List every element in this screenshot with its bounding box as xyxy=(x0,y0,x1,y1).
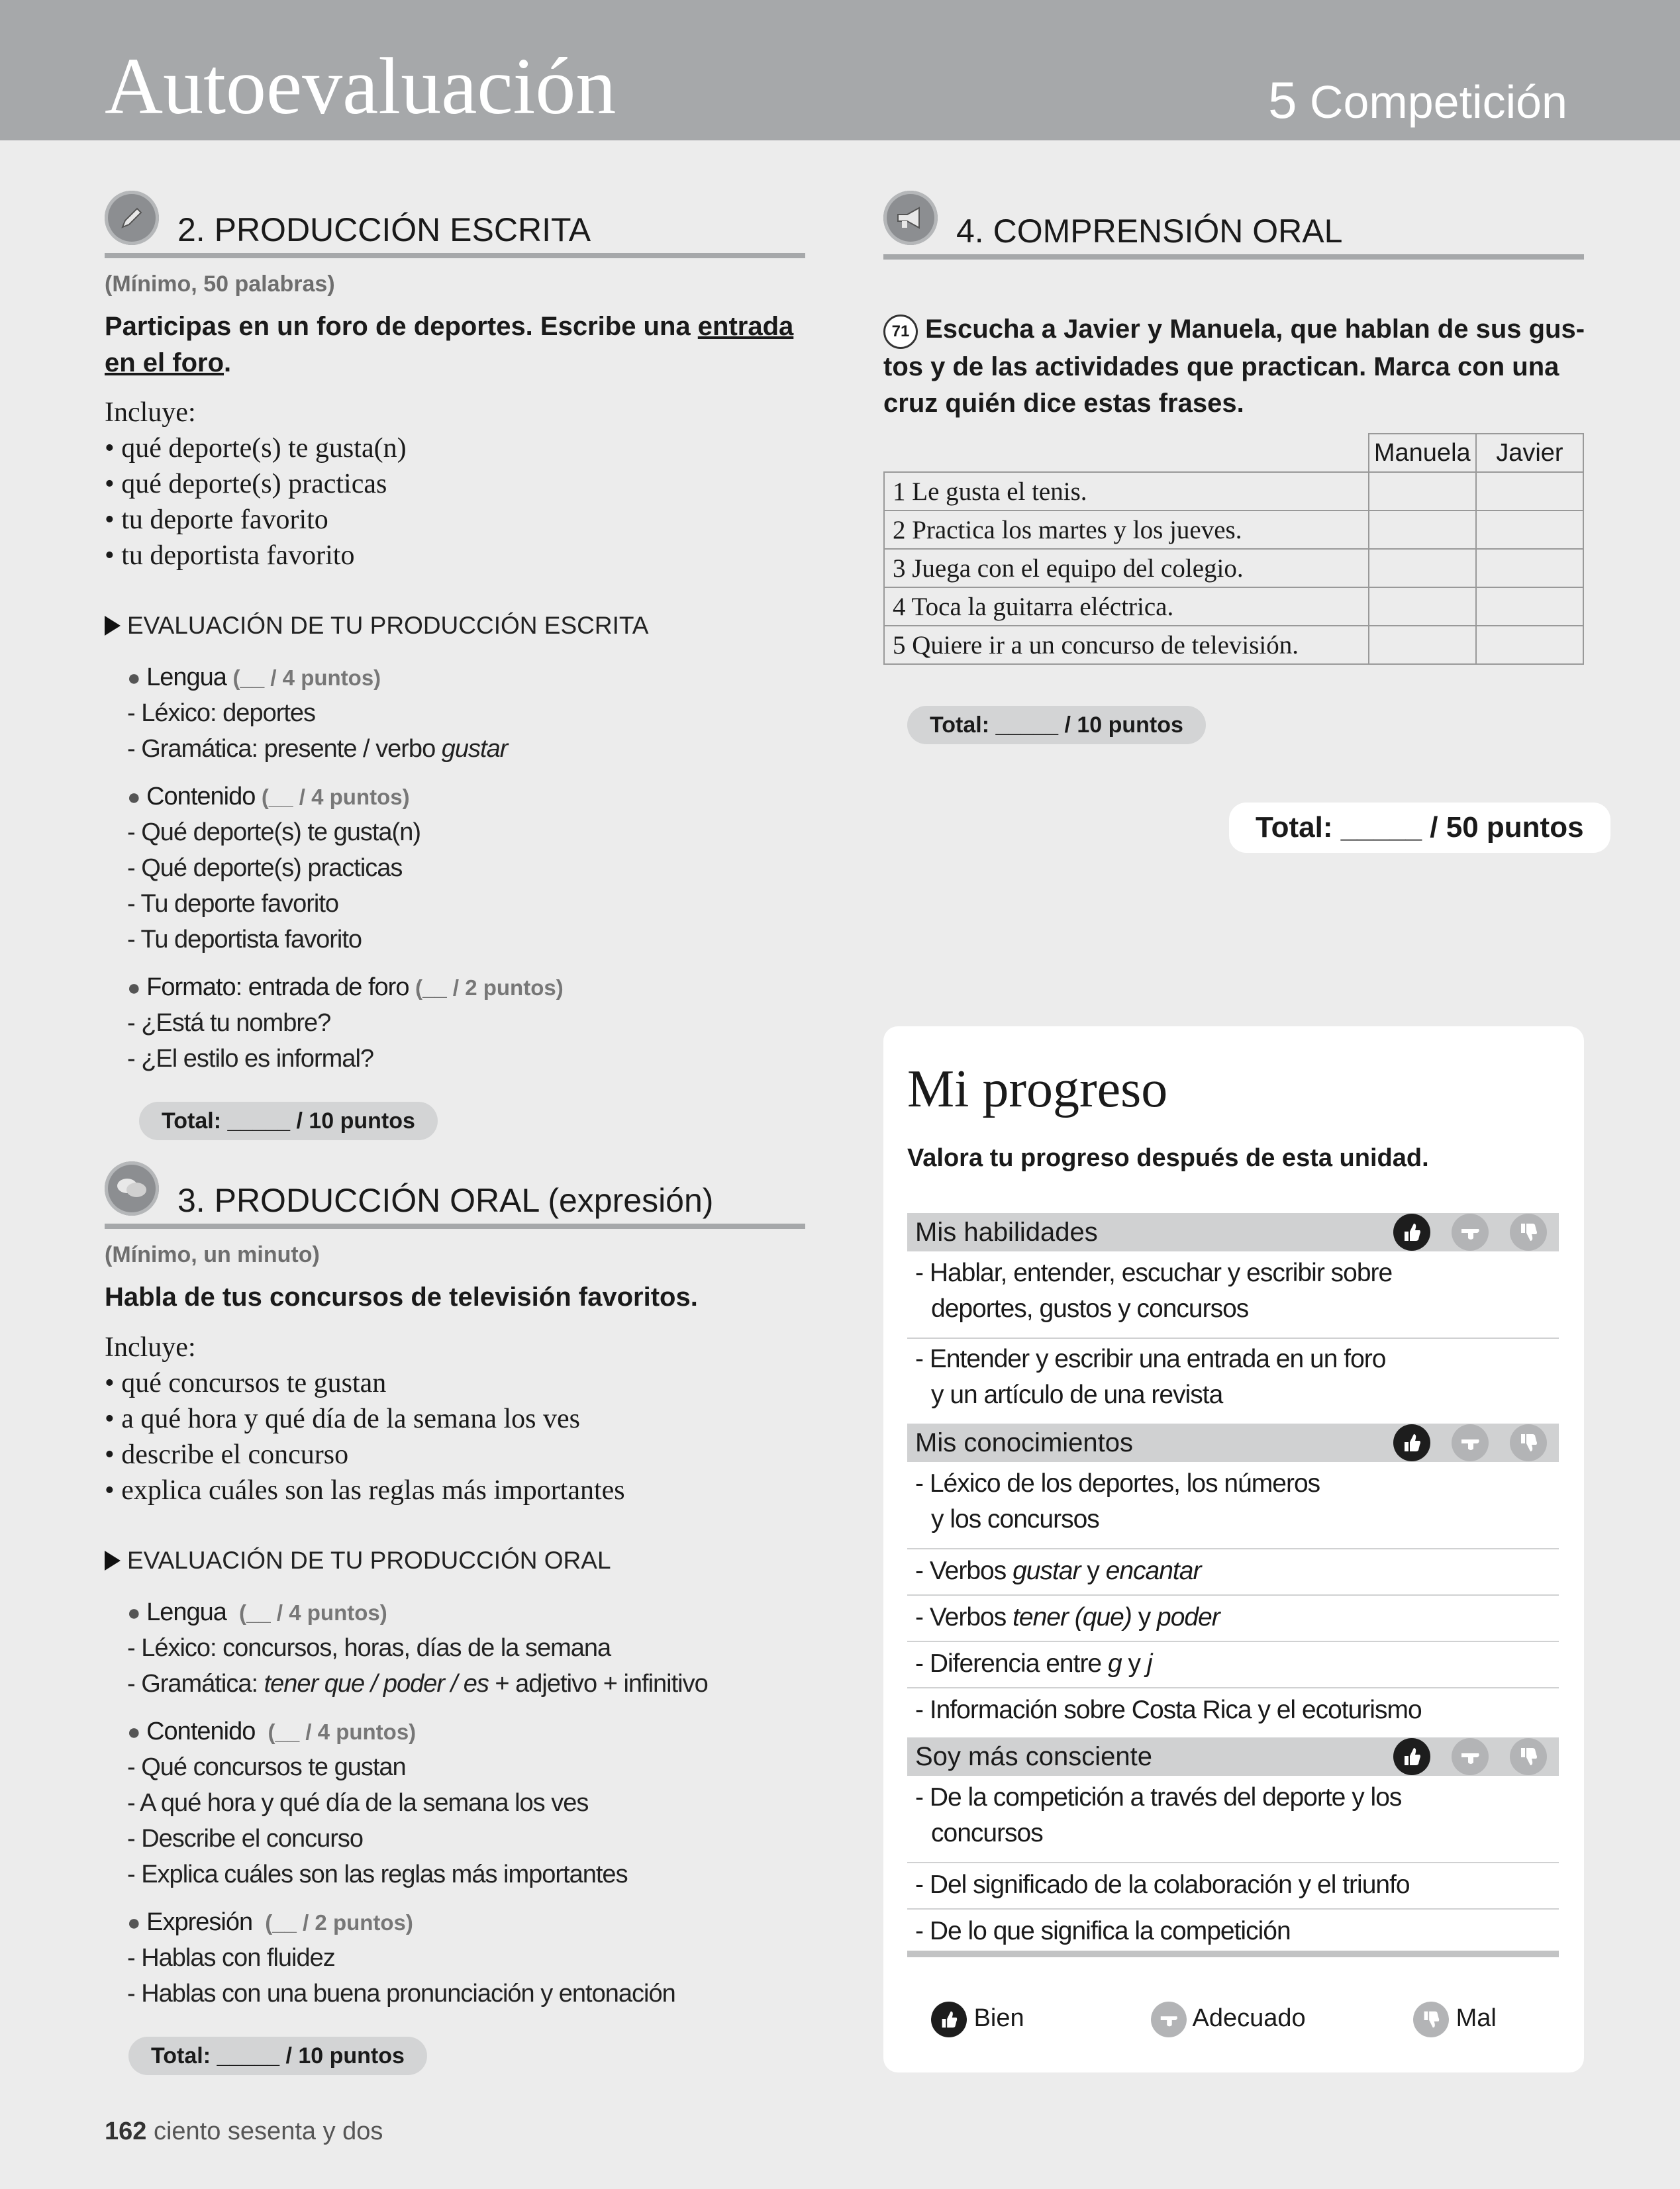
item-italic: j xyxy=(1146,1649,1152,1678)
s3-sub: - A qué hora y qué día de la semana los ves xyxy=(127,1789,589,1817)
item-text: y xyxy=(1080,1557,1106,1585)
list-item: • describe el concurso xyxy=(105,1437,625,1473)
item-line: - Entender y escribir una entrada en un foro xyxy=(915,1345,1386,1373)
progress-item xyxy=(907,1692,1559,1733)
speech-bubbles-icon xyxy=(105,1161,159,1216)
s3-criterion-expresion: ● Expresión (__ / 2 puntos) xyxy=(127,1908,413,1936)
table-empty-cell xyxy=(884,434,1369,472)
s4-instr-line: tos y de las actividades que practican. Marca con una xyxy=(883,352,1559,381)
table-header-javier: Javier xyxy=(1476,434,1583,472)
megaphone-icon xyxy=(883,191,938,245)
list-item: • tu deporte favorito xyxy=(105,502,407,538)
thumb-sideways-icon xyxy=(1151,2002,1187,2037)
thumbs-down-icon xyxy=(1413,2002,1449,2037)
table-cell-statement: 4 Toca la guitarra eléctrica. xyxy=(884,587,1369,626)
progress-item xyxy=(907,1600,1559,1642)
checkbox-cell[interactable] xyxy=(1476,472,1583,511)
group-bar-consciente xyxy=(907,1737,1559,1776)
checkbox-cell[interactable] xyxy=(1476,626,1583,664)
s2-eval-heading xyxy=(105,612,648,640)
sub-text: - Gramática: xyxy=(127,1670,264,1698)
table-header-manuela: Manuela xyxy=(1369,434,1476,472)
thumbs-up-icon xyxy=(931,2002,967,2037)
criterion-name: Lengua xyxy=(146,663,226,691)
group-label: Mis conocimientos xyxy=(915,1428,1134,1457)
criterion-name: Formato: entrada de foro xyxy=(146,973,409,1001)
progress-title: Mi progreso xyxy=(907,1060,1168,1118)
item-line: y un artículo de una revista xyxy=(931,1381,1223,1409)
item-italic: gustar xyxy=(1013,1557,1081,1585)
progress-panel xyxy=(883,1026,1584,2072)
table-row xyxy=(884,511,1583,549)
sub-text: - Gramática: presente / verbo xyxy=(127,735,442,763)
table-header-row xyxy=(884,434,1583,472)
s3-sub xyxy=(127,1666,708,1702)
s3-includes-label: Incluye: xyxy=(105,1332,196,1363)
s2-sub: - ¿El estilo es informal? xyxy=(127,1045,374,1073)
progress-item xyxy=(907,1780,1559,1863)
s2-total: Total: _____ / 10 puntos xyxy=(139,1102,438,1140)
s4-total: Total: _____ / 10 puntos xyxy=(907,706,1206,744)
s3-sub: - Qué concursos te gustan xyxy=(127,1753,406,1781)
sub-text: + adjetivo + infinitivo xyxy=(488,1670,708,1698)
criterion-points: (__ / 2 puntos) xyxy=(415,975,564,1000)
table-cell-statement: 5 Quiere ir a un concurso de televisión. xyxy=(884,626,1369,664)
list-item: • explica cuáles son las reglas más importantes xyxy=(105,1473,625,1508)
s2-minimum: (Mínimo, 50 palabras) xyxy=(105,271,335,297)
progress-item xyxy=(907,1867,1559,1910)
table-row xyxy=(884,472,1583,511)
unit-name: Competición xyxy=(1309,76,1567,128)
page-number: 162 xyxy=(105,2117,147,2145)
play-triangle-icon xyxy=(105,1551,121,1571)
item-italic: poder xyxy=(1157,1603,1220,1631)
s3-sub: - Hablas con una buena pronunciación y entonación xyxy=(127,1980,675,2008)
section-2-rule xyxy=(105,253,805,258)
item-line: - De la competición a través del deporte y los xyxy=(915,1783,1402,1812)
pencil-icon xyxy=(105,191,159,245)
s4-instruction xyxy=(883,311,1585,422)
thumb-sideways-icon[interactable] xyxy=(1452,1424,1489,1461)
table-cell-statement: 2 Practica los martes y los jueves. xyxy=(884,511,1369,549)
s2-criterion-contenido: ● Contenido (__ / 4 puntos) xyxy=(127,783,410,810)
s2-eval-title: EVALUACIÓN DE TU PRODUCCIÓN ESCRITA xyxy=(127,612,649,639)
criterion-name: Contenido xyxy=(146,783,256,810)
item-line: - Del significado de la colaboración y el triunfo xyxy=(915,1871,1410,1899)
thumbs-down-icon[interactable] xyxy=(1510,1424,1547,1461)
item-text: - Verbos xyxy=(915,1603,1013,1631)
s3-criterion-lengua: ● Lengua (__ / 4 puntos) xyxy=(127,1598,387,1626)
s3-includes xyxy=(105,1330,625,1508)
group-bar-habilidades xyxy=(907,1213,1559,1251)
s2-sub: - Qué deporte(s) te gusta(n) xyxy=(127,818,420,846)
group-label: Soy más consciente xyxy=(915,1742,1152,1771)
checkbox-cell[interactable] xyxy=(1476,587,1583,626)
s2-includes-label: Incluye: xyxy=(105,397,196,428)
item-line: y los concursos xyxy=(931,1505,1099,1533)
list-item: • qué concursos te gustan xyxy=(105,1365,625,1401)
play-triangle-icon xyxy=(105,616,121,636)
thumbs-up-icon[interactable] xyxy=(1393,1214,1430,1251)
sub-italic: gustar xyxy=(441,735,508,763)
list-item: • a qué hora y qué día de la semana los ves xyxy=(105,1401,625,1437)
s2-instr-text: Participas en un foro de deportes. Escribe una xyxy=(105,312,698,341)
section-3-title: 3. PRODUCCIÓN ORAL (expresión) xyxy=(177,1182,714,1219)
item-text: y xyxy=(1121,1649,1147,1678)
item-italic: tener (que) xyxy=(1013,1603,1132,1631)
header-bar xyxy=(0,0,1680,140)
thumbs-down-icon[interactable] xyxy=(1510,1738,1547,1775)
s2-criterion-lengua: ● Lengua (__ / 4 puntos) xyxy=(127,663,381,691)
item-text: - Verbos xyxy=(915,1557,1013,1585)
item-line: deportes, gustos y concursos xyxy=(931,1294,1249,1323)
sub-italic: tener que / poder / es xyxy=(264,1670,489,1698)
s3-total: Total: _____ / 10 puntos xyxy=(128,2037,427,2075)
unit-label xyxy=(1268,71,1567,129)
section-2-title: 2. PRODUCCIÓN ESCRITA xyxy=(177,211,591,248)
table-row xyxy=(884,549,1583,587)
progress-item xyxy=(907,1914,1559,1951)
legend-label: Adecuado xyxy=(1192,2004,1306,2032)
s3-sub: - Explica cuáles son las reglas más importantes xyxy=(127,1861,628,1888)
s2-sub: - Tu deporte favorito xyxy=(127,890,339,918)
checkbox-cell[interactable] xyxy=(1369,472,1476,511)
s2-instruction xyxy=(105,309,807,381)
item-line: - Léxico de los deportes, los números xyxy=(915,1469,1320,1498)
s3-minimum: (Mínimo, un minuto) xyxy=(105,1242,320,1267)
progress-item xyxy=(907,1646,1559,1688)
thumb-sideways-icon[interactable] xyxy=(1452,1214,1489,1251)
s3-sub: - Hablas con fluidez xyxy=(127,1944,335,1972)
item-line: - Hablar, entender, escuchar y escribir sobre xyxy=(915,1259,1393,1287)
item-line: concursos xyxy=(931,1819,1043,1847)
table-cell-statement: 3 Juega con el equipo del colegio. xyxy=(884,549,1369,587)
checkbox-cell[interactable] xyxy=(1476,511,1583,549)
page-number-words: ciento sesenta y dos xyxy=(153,2117,383,2145)
thumb-sideways-icon[interactable] xyxy=(1452,1738,1489,1775)
checkbox-cell[interactable] xyxy=(1476,549,1583,587)
item-text: - Diferencia entre xyxy=(915,1649,1108,1678)
table-row xyxy=(884,626,1583,664)
thumbs-up-icon[interactable] xyxy=(1393,1424,1430,1461)
s4-table xyxy=(883,433,1584,665)
grand-total: Total: _____ / 50 puntos xyxy=(1229,803,1610,853)
list-end-bar xyxy=(907,1951,1559,1957)
s4-instr-line: cruz quién dice estas frases. xyxy=(883,389,1244,418)
s2-includes xyxy=(105,395,407,573)
s3-eval-title: EVALUACIÓN DE TU PRODUCCIÓN ORAL xyxy=(127,1547,611,1574)
progress-item xyxy=(907,1341,1559,1424)
criterion-points: (__ / 4 puntos) xyxy=(232,665,381,690)
legend-label: Mal xyxy=(1456,2004,1497,2032)
legend-mal xyxy=(1413,2000,1497,2037)
legend-bien xyxy=(931,2000,1024,2037)
s2-instr-underlined: entrada en el foro xyxy=(105,312,794,377)
s2-sub: - ¿Está tu nombre? xyxy=(127,1009,331,1037)
section-3-rule xyxy=(105,1224,805,1229)
section-4-rule xyxy=(883,254,1584,260)
criterion-points: (__ / 4 puntos) xyxy=(268,1720,417,1744)
item-italic: encantar xyxy=(1105,1557,1201,1585)
table-row xyxy=(884,587,1583,626)
list-item: • qué deporte(s) te gusta(n) xyxy=(105,430,407,466)
s2-sub: - Tu deportista favorito xyxy=(127,926,362,953)
list-item: • tu deportista favorito xyxy=(105,538,407,573)
unit-number: 5 xyxy=(1268,71,1297,129)
criterion-points: (__ / 4 puntos) xyxy=(239,1600,387,1625)
criterion-name: Contenido xyxy=(146,1718,256,1745)
criterion-points: (__ / 4 puntos) xyxy=(261,785,410,809)
s2-sub: - Qué deporte(s) practicas xyxy=(127,854,403,882)
progress-item xyxy=(907,1255,1559,1339)
s2-sub xyxy=(127,731,507,767)
table-cell-statement: 1 Le gusta el tenis. xyxy=(884,472,1369,511)
item-line: - De lo que significa la competición xyxy=(915,1917,1291,1945)
legend-label: Bien xyxy=(973,2004,1024,2032)
progress-subtitle: Valora tu progreso después de esta unidad. xyxy=(907,1144,1429,1172)
criterion-name: Expresión xyxy=(146,1908,253,1936)
page-footer xyxy=(105,2117,383,2146)
thumbs-up-icon[interactable] xyxy=(1393,1738,1430,1775)
checkbox-cell[interactable] xyxy=(1369,549,1476,587)
audio-track-badge: 71 xyxy=(883,315,918,349)
checkbox-cell[interactable] xyxy=(1369,626,1476,664)
s3-eval-heading xyxy=(105,1547,611,1575)
criterion-name: Lengua xyxy=(146,1598,226,1626)
page-title: Autoevaluación xyxy=(105,42,617,131)
s2-instr-end: . xyxy=(224,348,232,377)
s2-sub: - Léxico: deportes xyxy=(127,699,316,727)
item-italic: g xyxy=(1107,1649,1122,1678)
progress-item xyxy=(907,1553,1559,1596)
progress-item xyxy=(907,1466,1559,1549)
legend-adecuado xyxy=(1151,2000,1306,2037)
s3-sub: - Describe el concurso xyxy=(127,1825,364,1853)
s3-instruction: Habla de tus concursos de televisión favoritos. xyxy=(105,1283,698,1312)
checkbox-cell[interactable] xyxy=(1369,587,1476,626)
item-line: - Información sobre Costa Rica y el ecoturismo xyxy=(915,1696,1422,1724)
section-4-title: 4. COMPRENSIÓN ORAL xyxy=(956,213,1343,250)
checkbox-cell[interactable] xyxy=(1369,511,1476,549)
item-text: y xyxy=(1131,1603,1158,1631)
thumbs-down-icon[interactable] xyxy=(1510,1214,1547,1251)
group-bar-conocimientos xyxy=(907,1424,1559,1462)
criterion-points: (__ / 2 puntos) xyxy=(265,1910,413,1935)
s3-criterion-contenido: ● Contenido (__ / 4 puntos) xyxy=(127,1718,417,1745)
list-item: • qué deporte(s) practicas xyxy=(105,466,407,502)
group-label: Mis habilidades xyxy=(915,1218,1098,1247)
s2-criterion-formato: ● Formato: entrada de foro (__ / 2 puntos) xyxy=(127,973,564,1001)
s3-sub: - Léxico: concursos, horas, días de la semana xyxy=(127,1634,611,1662)
s4-instr-line: Escucha a Javier y Manuela, que hablan de sus gus- xyxy=(925,315,1585,344)
